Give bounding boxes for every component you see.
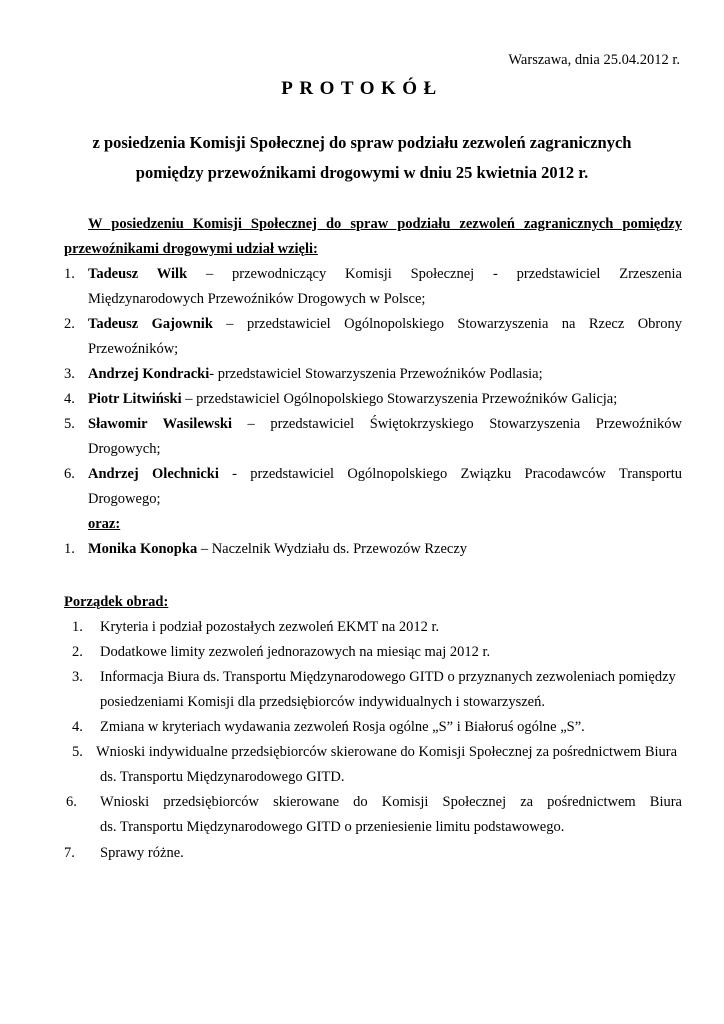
agenda-item: Informacja Biura ds. Transportu Międzynarodowego GITD o przyznanych zezwoleniach pomiędzy xyxy=(100,669,676,685)
subtitle-line-2: pomiędzy przewoźnikami drogowymi w dniu 25 kwietnia 2012 r. xyxy=(135,163,589,182)
agenda-number: 4. xyxy=(72,719,83,735)
participant-name: Piotr Litwiński xyxy=(88,391,182,407)
intro-line-2: przewoźnikami drogowymi udział wzięli: xyxy=(64,241,318,257)
participant-number: 4. xyxy=(64,391,75,407)
document-title: PROTOKÓŁ xyxy=(281,78,443,99)
intro-line-1: W posiedzeniu Komisji Społecznej do spraw podziału zezwoleń zagranicznych pomiędzy xyxy=(88,216,682,232)
agenda-item: Kryteria i podział pozostałych zezwoleń EKMT na 2012 r. xyxy=(100,619,440,635)
participant-line xyxy=(88,316,682,333)
participant-line xyxy=(88,366,682,383)
agenda-item-cont: posiedzeniami Komisji dla przedsiębiorców indywidualnych i stowarzyszeń. xyxy=(100,694,545,710)
agenda-number: 6. xyxy=(66,794,77,810)
participant-role: - przedstawiciel Stowarzyszenia Przewoźników Podlasia; xyxy=(209,366,543,382)
participant-role: – przewodniczący Komisji Społecznej - przedstawiciel Zrzeszenia xyxy=(187,266,682,282)
participant-line xyxy=(88,416,682,433)
agenda-item-cont: ds. Transportu Międzynarodowego GITD o przeniesienie limitu podstawowego. xyxy=(100,819,565,835)
participant-role: – przedstawiciel Świętokrzyskiego Stowarzyszenia Przewoźników xyxy=(231,416,682,432)
participant-number: 2. xyxy=(64,316,75,332)
oraz-label: oraz: xyxy=(88,516,121,532)
participant-role: – przedstawiciel Ogólnopolskiego Stowarzyszenia na Rzecz Obrony xyxy=(212,316,683,332)
agenda-heading: Porządek obrad: xyxy=(64,594,169,610)
participant-line xyxy=(88,266,682,283)
attendee-role: – Naczelnik Wydziału ds. Przewozów Rzeczy xyxy=(197,541,468,557)
agenda-item: Dodatkowe limity zezwoleń jednorazowych na miesiąc maj 2012 r. xyxy=(100,644,491,660)
agenda-number: 3. xyxy=(72,669,83,685)
attendee-number: 1. xyxy=(64,541,75,557)
participant-role: - przedstawiciel Ogólnopolskiego Związku Pracodawców Transportu xyxy=(218,466,682,482)
participant-role-cont: Międzynarodowych Przewoźników Drogowych w Polsce; xyxy=(88,291,426,307)
agenda-item: Sprawy różne. xyxy=(100,845,184,861)
participant-number: 3. xyxy=(64,366,75,382)
participant-role: – przedstawiciel Ogólnopolskiego Stowarzyszenia Przewoźników Galicja; xyxy=(181,391,618,407)
agenda-item: Wnioski przedsiębiorców skierowane do Komisji Społecznej za pośrednictwem Biura xyxy=(100,794,682,810)
agenda-number: 1. xyxy=(72,619,83,635)
participant-line xyxy=(88,466,682,483)
participant-name: Andrzej Kondracki xyxy=(88,366,210,382)
attendee-name: Monika Konopka xyxy=(88,541,198,557)
participant-role-cont: Drogowego; xyxy=(88,491,161,507)
agenda-number: 7. xyxy=(64,845,75,861)
agenda-item: Wnioski indywidualne przedsiębiorców skierowane do Komisji Społecznej za pośrednictwem Biura xyxy=(96,744,678,760)
participant-role-cont: Drogowych; xyxy=(88,441,161,457)
participant-number: 1. xyxy=(64,266,75,282)
participant-role-cont: Przewoźników; xyxy=(88,341,179,357)
participant-name: Tadeusz Wilk xyxy=(88,266,188,282)
participant-name: Sławomir Wasilewski xyxy=(88,416,232,432)
participant-name: Andrzej Olechnicki xyxy=(88,466,219,482)
participant-number: 6. xyxy=(64,466,75,482)
agenda-item-cont: ds. Transportu Międzynarodowego GITD. xyxy=(100,769,345,785)
participant-line xyxy=(88,391,682,408)
subtitle-line-1: z posiedzenia Komisji Społecznej do spraw podziału zezwoleń zagranicznych xyxy=(92,133,632,152)
agenda-number: 2. xyxy=(72,644,83,660)
date-line: Warszawa, dnia 25.04.2012 r. xyxy=(508,52,680,68)
agenda-item: Zmiana w kryteriach wydawania zezwoleń Rosja ogólne „S” i Białoruś ogólne „S”. xyxy=(100,719,585,735)
participant-number: 5. xyxy=(64,416,75,432)
agenda-number: 5. xyxy=(72,744,83,760)
attendee-line xyxy=(88,541,682,558)
participant-name: Tadeusz Gajownik xyxy=(88,316,213,332)
